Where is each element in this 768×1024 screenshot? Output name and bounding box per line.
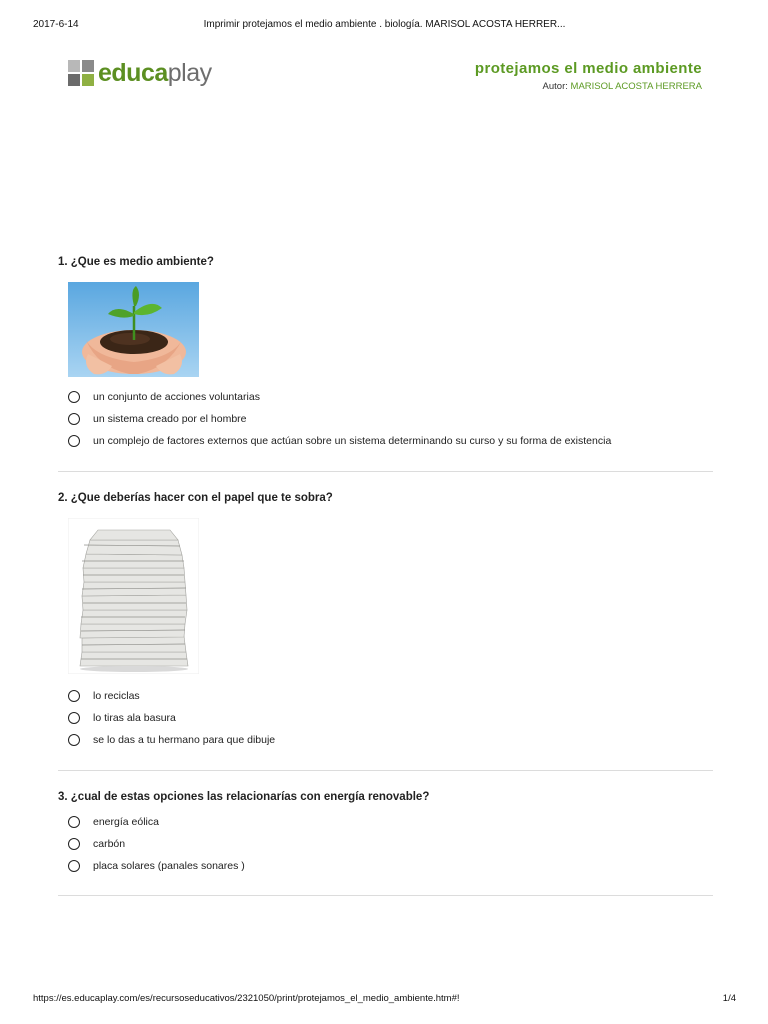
print-date: 2017-6-14	[33, 19, 79, 30]
author-prefix: Autor:	[542, 81, 568, 92]
option-label: un sistema creado por el hombre	[93, 413, 247, 425]
option-1[interactable]	[68, 688, 140, 704]
question-2	[58, 490, 713, 774]
radio-button[interactable]	[68, 712, 80, 724]
option-label: placa solares (panales sonares )	[93, 860, 245, 872]
question-title: 3. ¿cual de estas opciones las relacionarías con energía renovable?	[58, 791, 430, 803]
question-3	[58, 789, 713, 899]
option-1[interactable]	[68, 389, 260, 405]
option-2[interactable]	[68, 836, 125, 852]
radio-button[interactable]	[68, 391, 80, 403]
option-label: lo tiras ala basura	[93, 712, 176, 724]
option-3[interactable]	[68, 858, 245, 874]
radio-button[interactable]	[68, 413, 80, 425]
option-3[interactable]	[68, 732, 275, 748]
activity-title: protejamos el medio ambiente	[474, 60, 702, 77]
logo-squares-icon	[68, 60, 94, 86]
radio-button[interactable]	[68, 816, 80, 828]
option-2[interactable]	[68, 710, 176, 726]
question-divider	[58, 770, 713, 771]
question-divider	[58, 895, 713, 896]
question-title: 2. ¿Que deberías hacer con el papel que te sobra?	[58, 492, 333, 504]
question-title: 1. ¿Que es medio ambiente?	[58, 256, 214, 268]
print-header	[33, 19, 736, 33]
seedling-hands-image	[68, 282, 199, 377]
option-2[interactable]	[68, 411, 247, 427]
radio-button[interactable]	[68, 435, 80, 447]
option-label: se lo das a tu hermano para que dibuje	[93, 734, 276, 746]
author-line	[475, 81, 702, 92]
option-1[interactable]	[68, 814, 159, 830]
radio-button[interactable]	[68, 690, 80, 702]
newspaper-stack-image	[68, 518, 199, 674]
option-label: lo reciclas	[93, 690, 140, 702]
educaplay-logo[interactable]	[68, 58, 212, 88]
print-document-title: Imprimir protejamos el medio ambiente . biología. MARISOL ACOSTA HERRER...	[203, 19, 566, 30]
author-name-link[interactable]: MARISOL ACOSTA HERRERA	[570, 81, 702, 92]
option-label: un conjunto de acciones voluntarias	[93, 391, 260, 403]
radio-button[interactable]	[68, 734, 80, 746]
logo-wordmark: educaplay	[98, 59, 212, 87]
radio-button[interactable]	[68, 838, 80, 850]
activity-header	[475, 60, 702, 92]
option-3[interactable]	[68, 433, 611, 449]
option-label: un complejo de factores externos que actúan sobre un sistema determinando su curso y su forma de existencia	[93, 435, 612, 447]
option-label: carbón	[93, 838, 126, 850]
option-label: energía eólica	[93, 816, 159, 828]
question-1	[58, 254, 713, 474]
question-divider	[58, 471, 713, 472]
page-number: 1/4	[722, 993, 736, 1004]
print-url: https://es.educaplay.com/es/recursoseducativos/2321050/print/protejamos_el_medio_ambiente.htm#!	[33, 993, 460, 1004]
radio-button[interactable]	[68, 860, 80, 872]
